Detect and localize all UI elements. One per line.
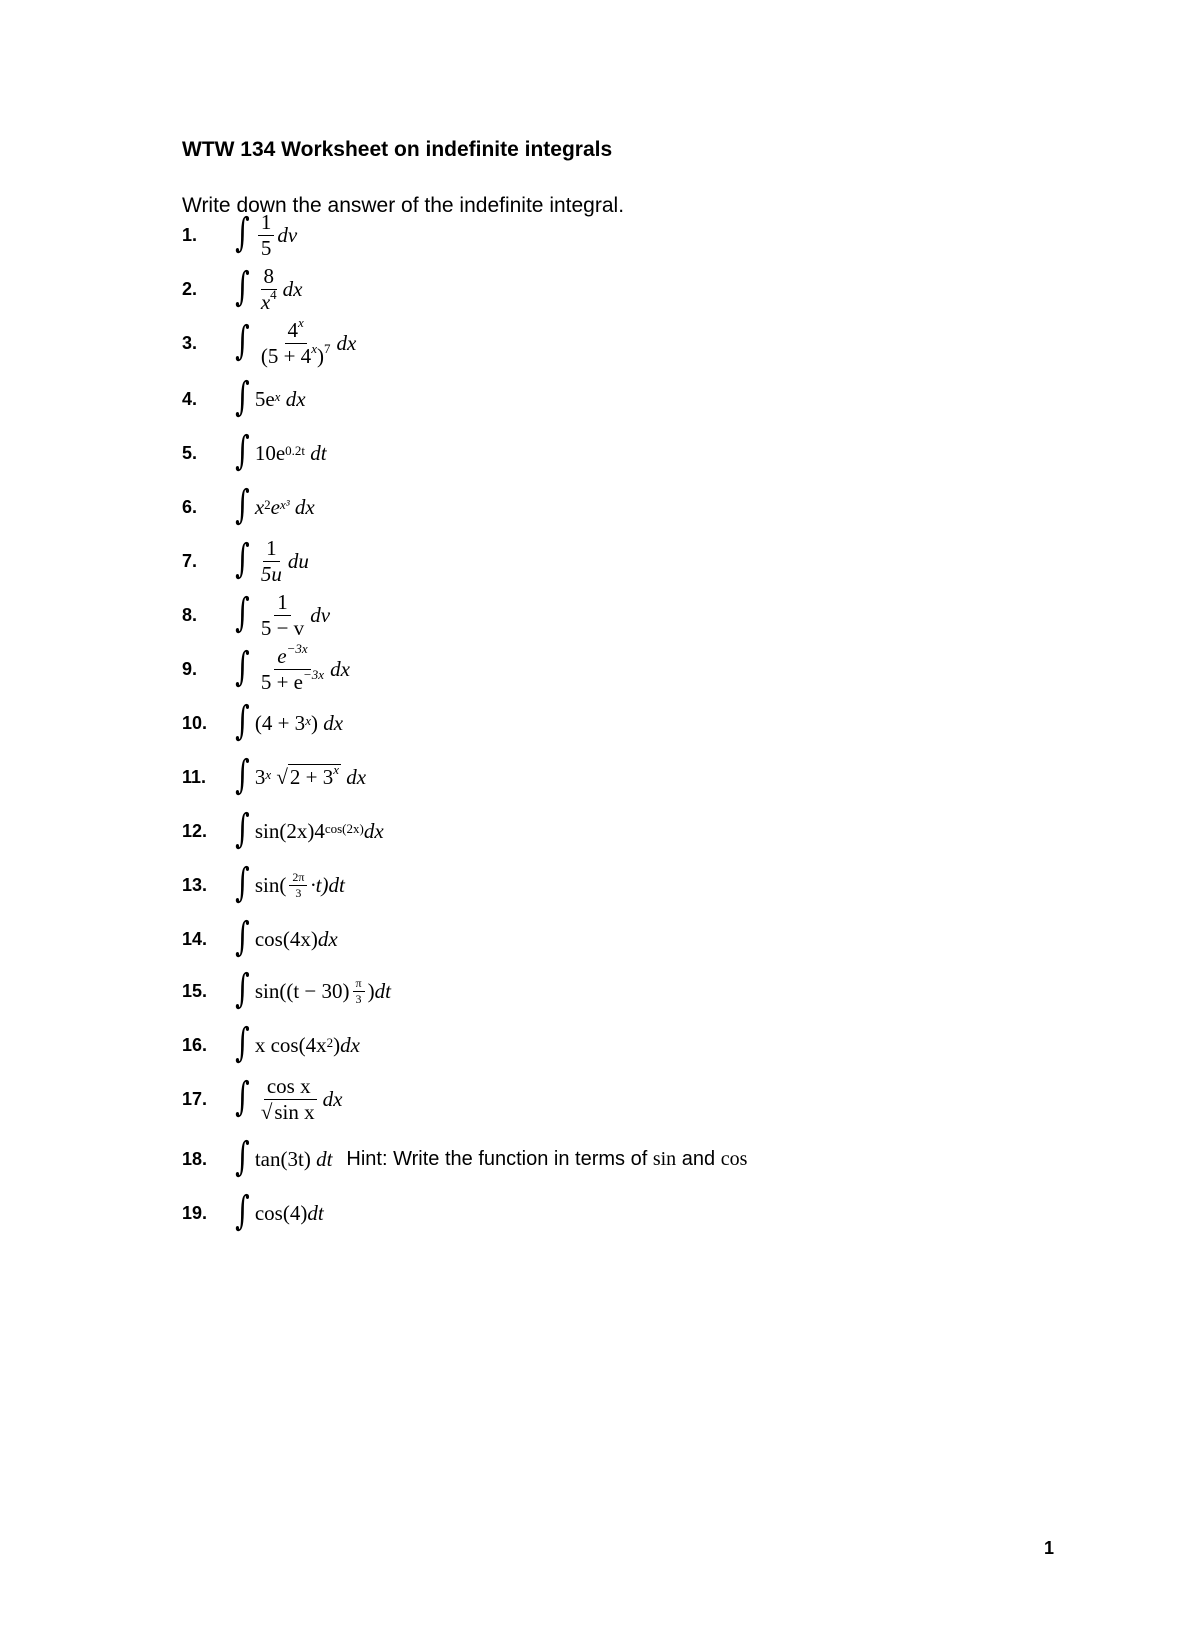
problem-number: 12. (182, 820, 208, 841)
integral-sign-icon: ∫ (235, 966, 250, 1012)
problem-item (182, 1020, 360, 1070)
problem-number: 11. (182, 766, 207, 787)
integral-sign-icon: ∫ (235, 536, 250, 582)
problem-expression: 3 $^x$ √ $2 + 3^x$ dx (254, 762, 367, 789)
integral-sign-icon: ∫ (235, 914, 250, 960)
problem-expression: $\frac{\text{cos x}}{\text{√sin x}}$ dx (260, 1074, 343, 1124)
problem-number: 6. (182, 496, 198, 517)
problem-expression: $\frac{1}{5u}$ du (260, 536, 309, 586)
problem-expression: x cos(4x $^2$ ) dx (254, 1032, 360, 1057)
problem-number: 10. (182, 712, 208, 733)
problem-number: 17. (182, 1088, 208, 1109)
problem-expression: cos(4x) dx (254, 926, 338, 951)
integral-sign-icon: ∫ (235, 698, 250, 744)
problem-number: 9. (182, 658, 198, 679)
problem-expression: cos(4) dt (254, 1200, 324, 1225)
problem-item (182, 752, 366, 802)
problem-item (182, 641, 350, 694)
problem-expression: 5e $^x$ dx (254, 386, 306, 411)
problem-expression: $\frac{4^x}{(5 + 4^x)^7}$ dx (260, 315, 357, 368)
problem-item (182, 698, 343, 748)
problem-expression: x $^2$ e $^{x^3}$ dx (254, 494, 315, 519)
integral-sign-icon: ∫ (235, 264, 250, 310)
problem-item (182, 210, 297, 260)
problem-number: 19. (182, 1202, 208, 1223)
integral-sign-icon: ∫ (235, 752, 250, 798)
integral-sign-icon: ∫ (235, 1074, 250, 1120)
problem-expression: sin( $\frac{2\pi}{3}$ ·t) dt (254, 869, 345, 900)
problem-item (182, 1074, 342, 1124)
problem-item (182, 1134, 747, 1184)
integral-sign-icon: ∫ (235, 1134, 250, 1180)
problem-number: 5. (182, 442, 198, 463)
problem-number: 1. (182, 224, 198, 245)
problem-expression: $\frac{e^{-3x}}{5 + e^{-3x}}$ dx (260, 641, 350, 694)
problem-item (182, 860, 345, 910)
problem-expression: $\frac{1}{5}$ dv (255, 211, 297, 258)
problem-item (182, 536, 309, 586)
problem-number: 3. (182, 332, 198, 353)
problem-item (182, 315, 357, 368)
problem-expression: $\frac{1}{5 - v}$ dv (260, 590, 331, 640)
problem-number: 7. (182, 550, 198, 571)
integral-sign-icon: ∫ (235, 374, 250, 420)
problem-number: 16. (182, 1034, 208, 1055)
problem-item (182, 914, 338, 964)
hint-text: Hint: Write the function in terms of sin and cos (346, 1147, 748, 1170)
problem-item (182, 1188, 324, 1238)
problem-expression: 10e $^{0.2t}$ dt (254, 440, 327, 465)
integral-sign-icon: ∫ (235, 590, 250, 636)
integral-sign-icon: ∫ (235, 644, 250, 690)
integral-sign-icon: ∫ (235, 482, 250, 528)
problem-item (182, 264, 303, 314)
problem-item (182, 806, 384, 856)
problem-expression: tan(3t) dt (254, 1146, 333, 1171)
problem-number: 2. (182, 278, 198, 299)
problem-expression: (4 + 3 $^x$ ) dx (254, 710, 344, 735)
page-number: 1 (1044, 1538, 1055, 1558)
problem-number: 14. (182, 928, 208, 949)
integral-sign-icon: ∫ (235, 428, 250, 474)
problem-item (182, 482, 315, 532)
page-title: WTW 134 Worksheet on indefinite integrals (182, 138, 613, 161)
integral-sign-icon: ∫ (235, 210, 250, 256)
problem-number: 18. (182, 1148, 208, 1169)
integral-sign-icon: ∫ (235, 806, 250, 852)
problem-number: 13. (182, 874, 208, 895)
problem-expression: sin((t − 30) $\frac{\pi}{3}$ ) dt (254, 975, 391, 1006)
instruction-text: Write down the answer of the indefinite integral. (182, 194, 625, 217)
integral-sign-icon: ∫ (235, 860, 250, 906)
problem-item (182, 428, 327, 478)
problem-item (182, 966, 391, 1016)
problem-expression: sin(2x)4 $^{cos(2x)}$ dx (254, 818, 384, 843)
problem-number: 8. (182, 604, 198, 625)
integral-sign-icon: ∫ (235, 1020, 250, 1066)
integral-sign-icon: ∫ (235, 1188, 250, 1234)
problem-item (182, 374, 306, 424)
integral-sign-icon: ∫ (235, 318, 250, 364)
problem-item (182, 590, 330, 640)
problem-number: 4. (182, 388, 198, 409)
problem-expression: $\frac{8}{x^4}$ dx (260, 264, 303, 314)
problem-number: 15. (182, 980, 208, 1001)
